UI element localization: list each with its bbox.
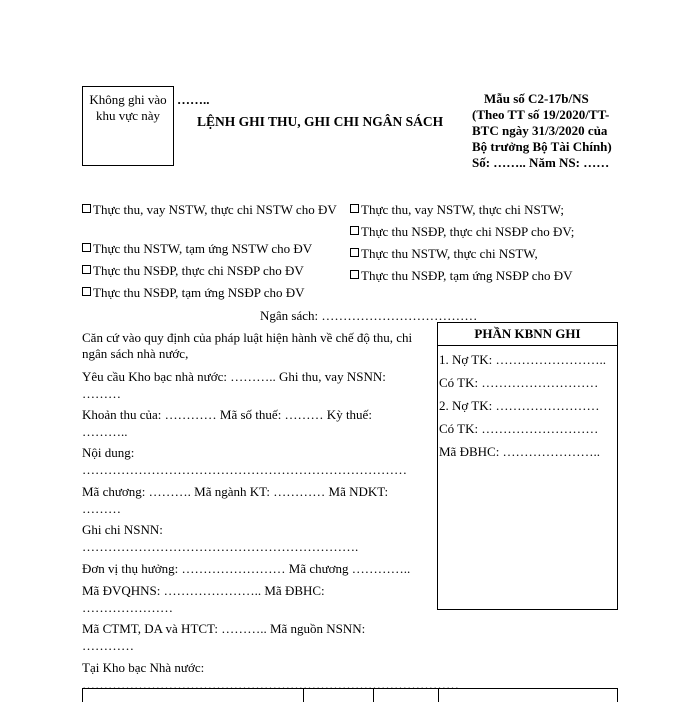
option-right-1[interactable]: Thực thu, vay NSTW, thực chi NSTW; [350,202,564,218]
ctmt-line: Mã CTMT, DA và HTCT: ……….. Mã nguồn NSNN: [82,621,366,636]
document-title: LỆNH GHI THU, GHI CHI NGÂN SÁCH [197,114,444,129]
option-left-1[interactable]: Thực thu, vay NSTW, thực chi NSTW cho ĐV [82,202,342,218]
budget-line: Ngân sách: ……………………………… [260,308,478,323]
debit-account-1: 1. Nợ TK: …………………….. [439,352,606,367]
admin-unit-code: Mã ĐBHC: ………………….. [439,444,601,459]
credit-account-1: Có TK: ……………………… [439,375,599,390]
reserved-area-line2: khu vực này [95,108,161,123]
option-left-2[interactable]: Thực thu NSTW, tạm ứng NSTW cho ĐV [82,241,312,257]
option-left-3[interactable]: Thực thu NSĐP, thực chi NSĐP cho ĐV [82,263,304,279]
checkbox-icon[interactable] [82,265,91,274]
option-left-4[interactable]: Thực thu NSĐP, tạm ứng NSĐP cho ĐV [82,285,305,301]
qhns-line-cont: ………………… [82,600,173,615]
table-divider [373,689,374,702]
legal-basis-text: Căn cứ vào quy định của pháp luật hiện hành về chế độ thu, chi ngân sách nhà nước, [82,330,413,361]
option-right-4[interactable]: Thực thu NSĐP, tạm ứng NSĐP cho ĐV [350,268,573,284]
beneficiary-line: Đơn vị thụ hưởng: …………………… Mã chương ………….. [82,561,411,576]
form-code-block [472,91,620,171]
form-reference-3: Bộ trưởng Bộ Tài Chính) [472,139,612,154]
content-dots: ………………………………………………………………… [82,462,407,477]
treasury-section-header: PHẦN KBNN GHI [438,323,617,346]
checkbox-icon[interactable] [350,204,359,213]
option-right-3[interactable]: Thực thu NSTW, thực chi NSTW, [350,246,538,262]
table-divider [303,689,304,702]
checkbox-icon[interactable] [350,270,359,279]
debit-account-2: 2. Nợ TK: …………………… [439,398,600,413]
request-line-cont: ……… [82,386,121,401]
ctmt-line-cont: ………… [82,638,134,653]
expense-dots: ………………………………………………………. [82,539,359,554]
checkbox-icon[interactable] [82,287,91,296]
reserved-area-line1: Không ghi vào [89,92,167,107]
codes-line: Mã chương: ………. Mã ngành KT: ………… Mã NDKT: [82,484,389,499]
header-dots: …….. [177,92,210,107]
treasury-label: Tại Kho bạc Nhà nước: [82,660,205,675]
option-right-2[interactable]: Thực thu NSĐP, thực chi NSĐP cho ĐV; [350,224,574,240]
credit-account-2: Có TK: ……………………… [439,421,599,436]
form-code: Mẫu số C2-17b/NS [484,91,589,106]
table-divider [438,689,439,702]
form-reference-1: (Theo TT số 19/2020/TT- [472,107,610,122]
reserved-area-box [82,86,174,166]
expense-label: Ghi chi NSNN: [82,522,163,537]
treasury-dots: …………………………………………………………………………… [82,677,459,692]
checkbox-icon[interactable] [350,226,359,235]
checkbox-icon[interactable] [82,243,91,252]
revenue-line: Khoản thu của: ………… Mã số thuế: ……… Kỳ thuế: [82,407,372,422]
checkbox-icon[interactable] [350,248,359,257]
form-number-year: Số: …….. Năm NS: …… [472,155,610,170]
qhns-line: Mã ĐVQHNS: ………………….. Mã ĐBHC: [82,583,325,598]
codes-line-cont: ……… [82,501,121,516]
content-label: Nội dung: [82,445,135,460]
request-line: Yêu cầu Kho bạc nhà nước: ……….. Ghi thu, vay NSNN: [82,369,386,384]
treasury-section-box [437,322,618,610]
form-reference-2: BTC ngày 31/3/2020 của [472,123,608,138]
checkbox-icon[interactable] [82,204,91,213]
revenue-line-cont: ……….. [82,424,128,439]
